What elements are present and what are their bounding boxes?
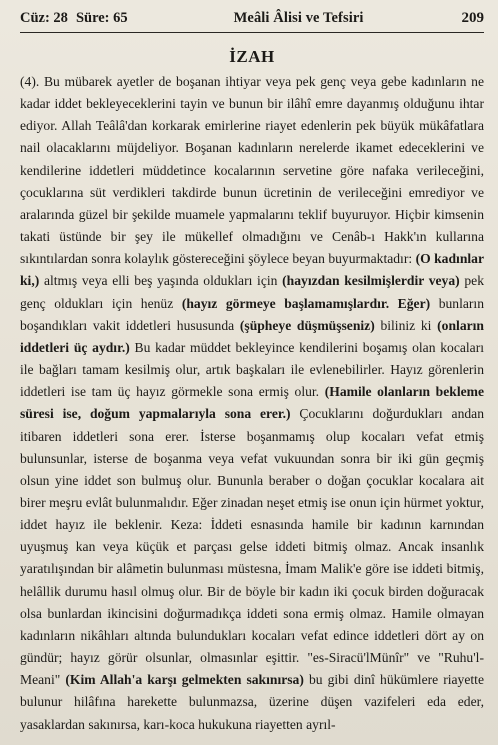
text-run: Çocuklarını doğurdukları andan itibaren iddetleri sona erer. İsterse boşanmamış olup kocaları vefat etmiş bulunsunlar, isterse de boşanma veya vefat vukuundan sonra bir iki gün geçmiş olsun yine iddet son bulmuş olur. Bununla beraber o doğan çocuklar kocalara ait birer meşru evlât bulunmalıdır. Eğer zinadan neşet etmiş ise onun için hürmet yoktur, iddet hayız ile beklenir. Keza: İddeti esnasında hamile bir kadının karnından uyuşmuş kan veya küçük et parçası gelse iddeti bitmiş olmaz. Ancak insanlık yaratılışından bir alâmetin bulunması müstesna, İmam Malik'e göre ise iddeti bitmiş, helâllik durumu hasıl olmuş olur. Bir de böyle bir kadın iki çocuk birden doğuracak olsa bunlardan ikincisini doğurmadıkça iddeti sona ermiş olmaz. Hamile olmayan kadınların nikâhları altında bulundukları kocaları vefat edince iddetleri dört ay on gündür; hayız görür olsunlar, olmasınlar eşittir. "es-Siracü'lMünîr" ve "Ruhu'l-Meani" bbox=[20, 406, 484, 688]
text-run: (4). Bu mübarek ayetler de boşanan ihtiyar veya pek genç veya gebe kadınların ne kadar iddet bekleyeceklerini tayin ve bunun bir ilâhî emre dayanmış olduğunu ihtar ediyor. Allah Teâlâ'dan korkarak emirlerine riayet edenlerin pek büyük mükâfatlara nail olacaklarını müjdeliyor. Boşanan kadınların nerelerde ikamet edeceklerini ve kendilerine iddetleri müddetince kocalarının servetine göre nafaka verileceğini, çocuklarına süt verdikleri takdirde bunun ücretinin de verileceğini emrediyor ve aralarında güzel bir şekilde muamele yapmalarını teklif buyuruyor. Hiçbir kimsenin takati üstünde bir şey ile mükellef olmadığını ve Cenâb-ı Hakk'ın kullarına sıkıntılardan sonra kolaylık göstereceğini şöylece beyan buyurmaktadır: bbox=[20, 74, 484, 267]
bold-verse-run: (O kadınlar ki,) bbox=[20, 251, 484, 289]
text-run: pek genç oldukları için henüz bbox=[20, 273, 485, 311]
bold-verse-run: (Hamile olanların bekleme süresi ise, doğum yapmalarıyla sona erer.) bbox=[20, 384, 484, 422]
book-title: Meâli Âlisi ve Tefsiri bbox=[233, 10, 364, 26]
text-run: bunların boşandıkları vakit iddetleri hususunda bbox=[20, 295, 485, 333]
surah-label: Süre: 65 bbox=[75, 10, 128, 26]
bold-verse-run: (onların iddetleri üç aydır.) bbox=[20, 317, 484, 355]
text-run: biliniz ki bbox=[374, 317, 438, 333]
running-header bbox=[20, 10, 484, 33]
bold-verse-run: (hayız görmeye başlamamışlardır. Eğer) bbox=[181, 295, 431, 311]
header-left bbox=[20, 10, 136, 27]
bold-verse-run: (Kim Allah'a karşı gelmekten sakınırsa) bbox=[65, 672, 304, 688]
juz-label: Cüz: 28 bbox=[20, 10, 68, 26]
bold-verse-run: (hayızdan kesilmişlerdir veya) bbox=[282, 273, 460, 289]
body-paragraph bbox=[20, 71, 484, 736]
page-number: 209 bbox=[461, 10, 484, 26]
text-run: altmış veya elli beş yaşında oldukları için bbox=[39, 273, 283, 289]
bold-verse-run: (şüpheye düşmüşseniz) bbox=[239, 317, 375, 333]
text-run: bu gibi dinî hükümlere riayette bulunur hilâfına harekette bulunmazsa, üzerine düşen vazifeleri eda eder, yasaklardan sakınırsa, karı-koca hukukuna riayetten ayrıl- bbox=[20, 672, 484, 732]
text-run: Bu kadar müddet bekleyince kendilerini boşamış olan kocaları ile bağları tamam kesilmiş olur, artık başkaları ile evlenebilirler. Hayız görenlerin iddetleri ise tam üç hayız görmekle sona ermiş olur. bbox=[20, 339, 484, 400]
section-title: İZAH bbox=[229, 47, 275, 66]
